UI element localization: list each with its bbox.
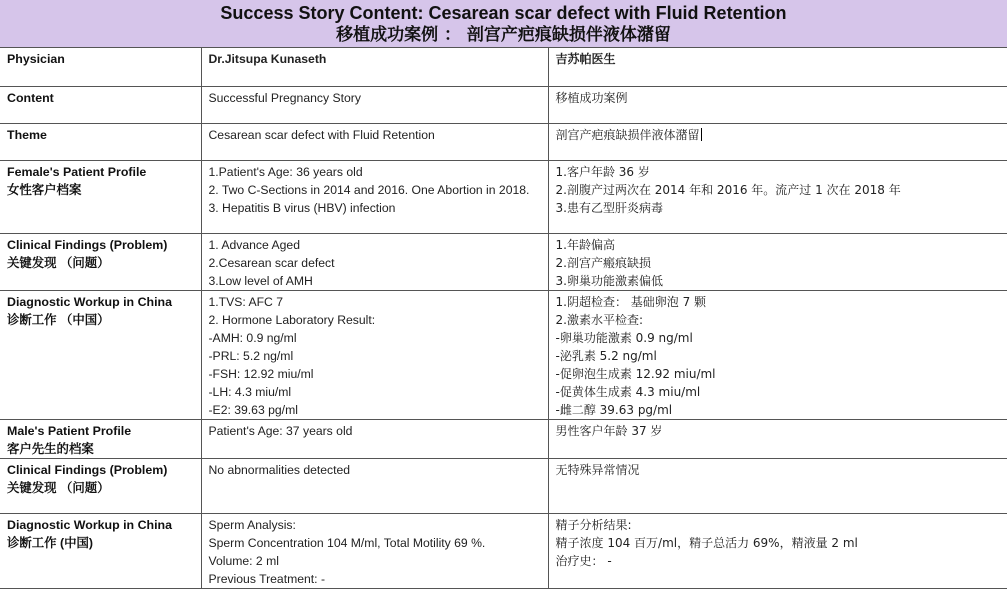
table-row [0,123,1007,160]
table-row [0,458,1007,513]
cell-line: 吉苏帕医生 [555,52,616,66]
label-line: Physician [7,52,65,66]
label-line: 客户先生的档案 [7,441,94,456]
cell-line: -促黄体生成素 4.3 miu/ml [555,384,701,399]
label-line: Male's Patient Profile [7,423,132,438]
row-label-theme [0,123,201,160]
physician-name-zh [548,48,1007,86]
male-diagnostic-workup-zh [548,513,1007,588]
cell-line: -泌乳素 5.2 ng/ml [555,348,657,363]
cell-line: 2.剖宫产瘢痕缺损 [555,255,651,270]
cell-line: 1.阴超检查： 基础卵泡 7 颗 [555,294,707,309]
cell-line: 3. Hepatitis B virus (HBV) infection [208,200,396,215]
label-line: 关键发现 （问题） [7,480,110,495]
row-label-male-clinical-findings [0,458,201,513]
cell-line: Sperm Analysis: [208,517,296,532]
diagnostic-workup-en [201,290,548,419]
cell-line: 精子浓度 104 百万/ml，精子总活力 69%，精液量 2 ml [555,535,858,550]
male-diagnostic-workup-en [201,513,548,588]
cell-line: Volume: 2 ml [208,553,279,568]
female-profile-zh [548,160,1007,233]
table-row [0,160,1007,233]
diagnostic-workup-zh [548,290,1007,419]
cell-line: -AMH: 0.9 ng/ml [208,330,297,345]
table-row [0,513,1007,588]
theme-zh[interactable] [548,123,1007,160]
story-table [0,48,1007,589]
label-line: Clinical Findings (Problem) [7,462,168,477]
label-line: 诊断工作 (中国) [7,535,94,550]
cell-line[interactable] [556,126,1001,144]
label-line: Clinical Findings (Problem) [7,237,168,252]
clinical-findings-zh [548,233,1007,290]
cell-line: Successful Pregnancy Story [208,90,361,105]
cell-line: 治疗史： - [555,553,612,568]
cell-line: -PRL: 5.2 ng/ml [208,348,294,363]
table-row [0,290,1007,419]
cell-line: 2. Two C-Sections in 2014 and 2016. One Abortion in 2018. [208,182,530,197]
male-clinical-findings-en [201,458,548,513]
row-label-male-diagnostic-workup [0,513,201,588]
label-line: Female's Patient Profile [7,164,147,179]
table-row [0,86,1007,123]
cell-line: 2.Cesarean scar defect [208,255,335,270]
cell-line: 移植成功案例 [555,90,628,105]
physician-name-en [201,48,548,86]
cell-line: 精子分析结果: [555,517,632,532]
title-chinese: 移植成功案例 ： 剖宫产疤痕缺损伴液体潴留 [336,25,671,45]
cell-line: -FSH: 12.92 miu/ml [208,366,314,381]
female-profile-en [201,160,548,233]
cell-line: -卵巢功能激素 0.9 ng/ml [555,330,693,345]
label-line: 女性客户档案 [7,182,82,197]
cell-line: -LH: 4.3 miu/ml [208,384,292,399]
cell-line: Dr.Jitsupa Kunaseth [208,52,327,66]
cell-line: -E2: 39.63 pg/ml [208,402,298,417]
table-row [0,419,1007,458]
label-line: Diagnostic Workup in China [7,294,172,309]
label-line: Diagnostic Workup in China [7,517,172,532]
row-label-female-profile [0,160,201,233]
row-label-physician [0,48,201,86]
cell-line: Previous Treatment: - [208,571,326,586]
cell-line: No abnormalities detected [208,462,351,477]
theme-en [201,123,548,160]
table-row [0,233,1007,290]
cell-line: 2. Hormone Laboratory Result: [208,312,376,327]
title-english: Success Story Content: Cesarean scar defect with Fluid Retention [220,3,787,23]
male-profile-zh [548,419,1007,458]
row-label-diagnostic-workup [0,290,201,419]
clinical-findings-en [201,233,548,290]
cell-line: 男性客户年龄 37 岁 [555,423,663,438]
table-row [0,48,1007,86]
row-label-clinical-findings [0,233,201,290]
text-cursor [701,128,702,141]
cell-line: Cesarean scar defect with Fluid Retention [208,127,435,142]
cell-line: 1.Patient's Age: 36 years old [208,164,363,179]
cell-line: 1.客户年龄 36 岁 [555,164,650,179]
label-line: Theme [7,127,47,142]
cell-line: 3.患有乙型肝炎病毒 [555,200,663,215]
cell-line: -促卵泡生成素 12.92 miu/ml [555,366,716,381]
cell-line: 1. Advance Aged [208,237,300,252]
cell-line: 2.激素水平检查: [555,312,643,327]
label-line: 诊断工作 （中国） [7,312,110,327]
label-line: 关键发现 （问题） [7,255,110,270]
theme-zh-text: 剖宫产疤痕缺损伴液体潴留 [555,127,700,142]
cell-line: Sperm Concentration 104 M/ml, Total Motility 69 %. [208,535,486,550]
male-profile-en [201,419,548,458]
cell-line: 2.剖腹产过两次在 2014 年和 2016 年。流产过 1 次在 2018 年 [555,182,901,197]
title-bar [0,0,1007,48]
cell-line: 1.年龄偏高 [555,237,615,252]
content-en [201,86,548,123]
cell-line: Patient's Age: 37 years old [208,423,353,438]
label-line: Content [7,90,54,105]
row-label-content [0,86,201,123]
male-clinical-findings-zh [548,458,1007,513]
cell-line: 无特殊异常情况 [555,462,640,477]
cell-line: 3.Low level of AMH [208,273,313,288]
cell-line: -雌二醇 39.63 pg/ml [555,402,673,417]
row-label-male-profile [0,419,201,458]
content-zh [548,86,1007,123]
cell-line: 3.卵巢功能激素偏低 [555,273,663,288]
cell-line: 1.TVS: AFC 7 [208,294,284,309]
